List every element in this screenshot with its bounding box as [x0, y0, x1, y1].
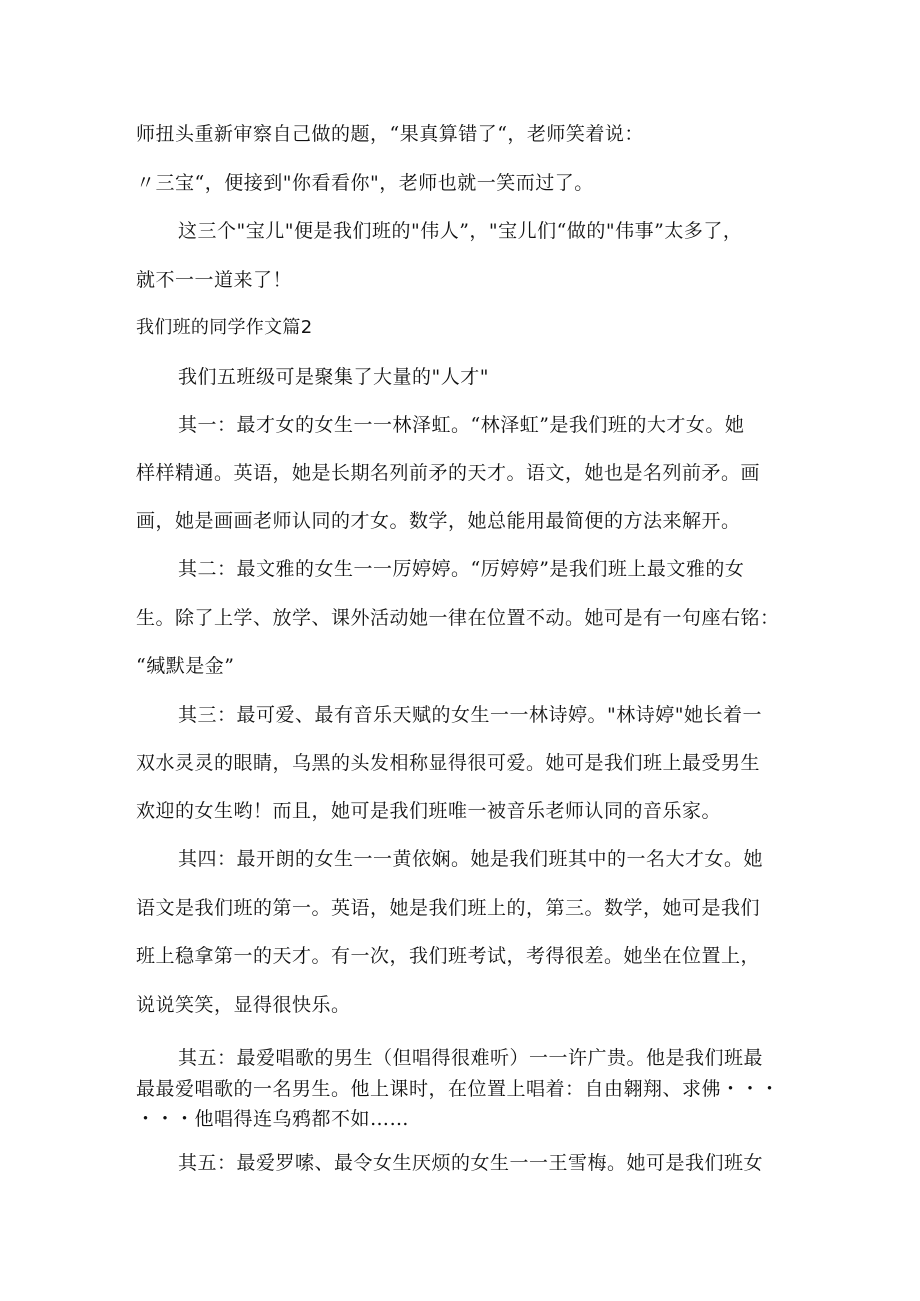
section-heading: 我们班的同学作文篇2 — [136, 317, 313, 338]
text-line: 说说笑笑，显得很快乐。 — [136, 994, 351, 1016]
paragraph-first-line: 其五：最爱罗嗦、最令女生厌烦的女生一一王雪梅。她可是我们班女 — [178, 1152, 764, 1174]
text-line: 生。除了上学、放学、课外活动她一律在位置不动。她可是有一句座右铭： — [136, 607, 780, 629]
paragraph-first-line: 其三：最可爱、最有音乐天赋的女生一一林诗婷。"林诗婷"她长着一 — [178, 704, 762, 726]
text-line: “缄默是金” — [136, 655, 235, 677]
text-line: 画，她是画画老师认同的才女。数学，她总能用最简便的方法来解开。 — [136, 510, 741, 532]
paragraph-first-line: 这三个"宝儿"便是我们班的"伟人”，"宝儿们“做的"伟事”太多了， — [178, 220, 743, 242]
text-line: ・・・他唱得连乌鸦都不如…… — [136, 1108, 410, 1130]
text-line: 班上稳拿第一的天才。有一次，我们班考试，考得很差。她坐在位置上， — [136, 945, 761, 967]
paragraph-first-line: 其五：最爱唱歌的男生（但唱得很难听）一一许广贵。他是我们班最 — [178, 1047, 764, 1069]
paragraph-first-line: 其二：最文雅的女生一一厉婷婷。“厉婷婷”是我们班上最文雅的女 — [178, 558, 745, 580]
text-line: 欢迎的女生哟！而且，她可是我们班唯一被音乐老师认同的音乐家。 — [136, 800, 722, 822]
text-line: 最最爱唱歌的一名男生。他上课时，在位置上唱着：自由翱翔、求佛・・・ — [136, 1078, 780, 1100]
text-line: 双水灵灵的眼睛，乌黑的头发相称显得很可爱。她可是我们班上最受男生 — [136, 752, 761, 774]
paragraph-first-line: 其一：最才女的女生一一林泽虹。“林泽虹”是我们班的大才女。她 — [178, 414, 745, 436]
paragraph-first-line: 其四：最开朗的女生一一黄依娴。她是我们班其中的一名大才女。她 — [178, 848, 764, 870]
text-line: 样样精通。英语，她是长期名列前矛的天才。语文，她也是名列前矛。画 — [136, 462, 761, 484]
text-line: 语文是我们班的第一。英语，她是我们班上的，第三。数学，她可是我们 — [136, 897, 761, 919]
text-line: 师扭头重新审察自己做的题，“果真算错了“，老师笑着说： — [136, 123, 644, 145]
text-line: 〃三宝“，便接到"你看看你"，老师也就一笑而过了。 — [136, 172, 594, 194]
paragraph-first-line: 我们五班级可是聚集了大量的"人才" — [178, 366, 489, 388]
text-line: 就不一一道来了！ — [136, 269, 293, 291]
